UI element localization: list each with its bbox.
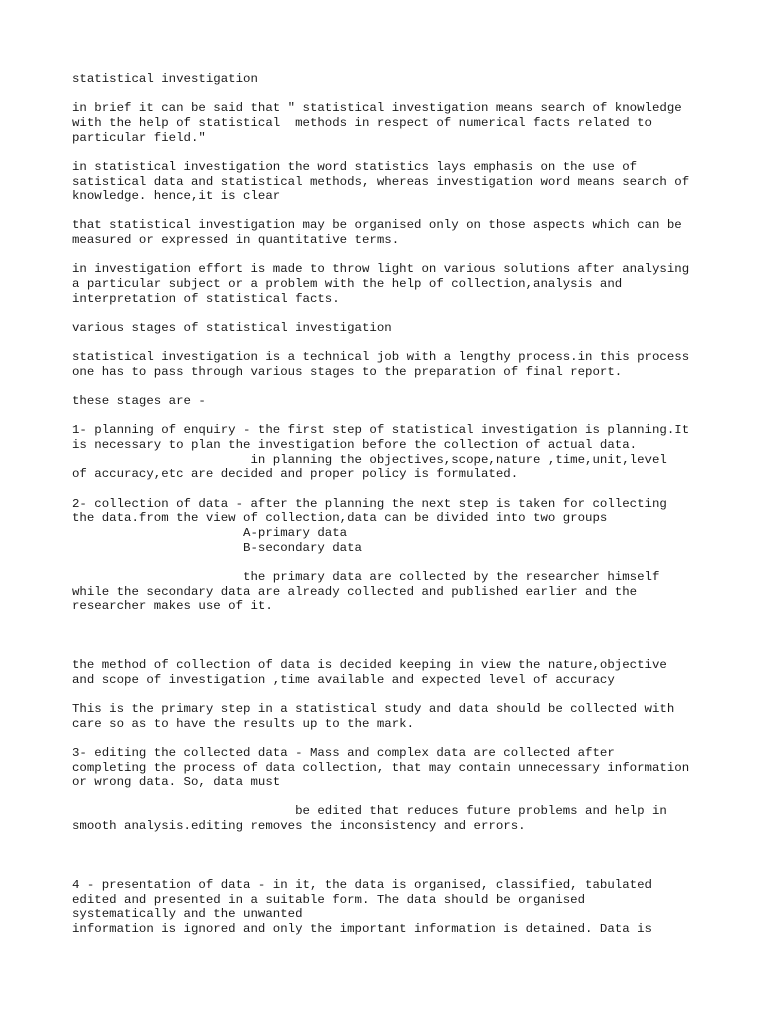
document-page [72, 72, 712, 937]
stage-4-presentation: 4 - presentation of data - in it, the data is organised, classified, tabulated edited and presented in a suitable form. The data should be organised systematically and the unwanted information is ignored and only the important information is detained. Data is [72, 877, 652, 936]
paragraph-definition: in brief it can be said that " statistical investigation means search of knowledge with the help of statistical methods in respect of numerical facts related to particular field." [72, 101, 682, 145]
stage-2-detail: the primary data are collected by the researcher himself while the secondary data are already collected and published earlier and the researcher makes use of it. [72, 569, 660, 614]
stage-1-planning: 1- planning of enquiry - the first step of statistical investigation is planning.It is necessary to plan the investigation before the collection of actual data. in planning the objectives,scope,nature ,time,unit,level of accuracy,etc are decided and proper policy is formulated. [72, 423, 690, 482]
stage-3-detail: be edited that reduces future problems and help in smooth analysis.editing removes the inconsistency and errors. [72, 804, 667, 834]
paragraph-stages-intro: these stages are - [72, 394, 206, 409]
paragraph-emphasis: in statistical investigation the word statistics lays emphasis on the use of satistical data and statistical methods, whereas investigation word means search of knowledge. hence,it is clear [72, 159, 690, 204]
paragraph-process: statistical investigation is a technical job with a lengthy process.in this process one has to pass through various stages to the preparation of final report. [72, 350, 690, 379]
paragraph-method: the method of collection of data is decided keeping in view the nature,objective and scope of investigation ,time available and expected level of accuracy [72, 657, 667, 687]
stage-2-collection: 2- collection of data - after the planning the next step is taken for collecting the data.from the view of collection,data can be divided into two groups A-primary data B-secondary data [72, 496, 667, 555]
stage-3-editing: 3- editing the collected data - Mass and complex data are collected after completing the process of data collection, that may contain unnecessary information or wrong data. So, data must [72, 745, 690, 790]
paragraph-primary-step: This is the primary step in a statistical study and data should be collected with care so as to have the results up to the mark. [72, 701, 675, 731]
document-title: statistical investigation [72, 72, 258, 86]
stages-heading: various stages of statistical investigation [72, 320, 392, 335]
paragraph-scope: that statistical investigation may be organised only on those aspects which can be measured or expressed in quantitative terms. [72, 218, 682, 248]
paragraph-effort: in investigation effort is made to throw light on various solutions after analysing a particular subject or a problem with the help of collection,analysis and interpretation of statistical facts. [72, 262, 690, 306]
